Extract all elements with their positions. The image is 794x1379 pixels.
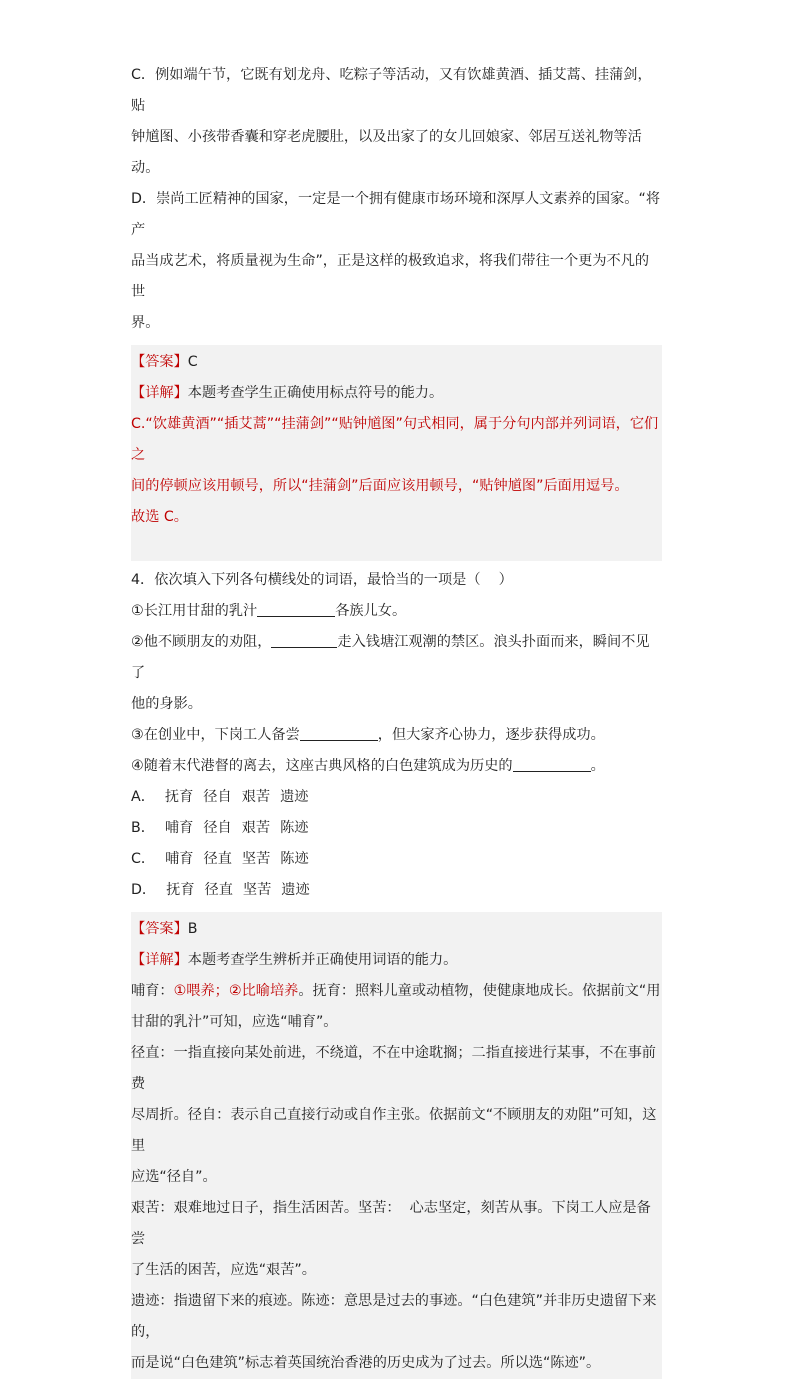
q4-block: [131, 565, 662, 906]
q4-stem: 4．依次填入下列各句横线处的词语，最恰当的一项是（ ）: [131, 572, 513, 588]
blank-3[interactable]: [300, 724, 378, 741]
blank-2[interactable]: [271, 631, 337, 648]
q4-explain-3-line2: 了生活的困苦，应选“艰苦”。: [131, 1262, 316, 1278]
q4-explain-4-line2: 而是说“白色建筑”标志着英国统治香港的历史成为了过去。所以选“陈迹”。: [131, 1355, 601, 1371]
blank-1[interactable]: [257, 600, 335, 617]
blank-4[interactable]: [513, 755, 591, 772]
q4-answer-tag: 【答案】: [131, 921, 188, 937]
q3-explain-line2: 间的停顿应该用顿号，所以“挂蒲剑”后面应该用顿号，“贴钟馗图”后面用逗号。: [131, 478, 629, 494]
q3-option-d-line1: D．崇尚工匠精神的国家，一定是一个拥有健康市场环境和深厚人文素养的国家。“将产: [131, 191, 661, 238]
q4-option-c[interactable]: C． 哺育 径直 坚苦 陈迹: [131, 851, 309, 867]
q3-detail: 本题考查学生正确使用标点符号的能力。: [187, 385, 444, 401]
q3-answer: C: [187, 354, 198, 370]
q4-answer-line: [131, 914, 662, 945]
q4-sentence-1: ①长江用甘甜的乳汁 各族儿女。: [131, 596, 662, 627]
q4-explain-1: 哺育：①喂养；②比喻培养。抚育：照料儿童或动植物，使健康地成长。依据前文“用: [131, 983, 661, 999]
q3-answer-tag: 【答案】: [131, 354, 188, 370]
q4-detail-tag: 【详解】: [131, 952, 188, 968]
q4-option-d[interactable]: D． 抚育 径直 坚苦 遗迹: [131, 882, 310, 898]
document-content: [131, 60, 662, 1379]
q4-option-b[interactable]: B． 哺育 径自 艰苦 陈迹: [131, 820, 309, 836]
q4-explain-1-line2: 甘甜的乳汁”可知，应选“哺育”。: [131, 1014, 338, 1030]
q4-explain-2-line2: 尽周折。径自：表示自己直接行动或自作主张。依据前文“不顾朋友的劝阻”可知，这里: [131, 1107, 657, 1154]
q3-detail-tag: 【详解】: [131, 385, 188, 401]
q4-sentence-2-line2: 他的身影。: [131, 696, 202, 712]
q4-sentence-2: ②他不顾朋友的劝阻， 走入钱塘江观潮的禁区。浪头扑面而来，瞬间不见了: [131, 627, 662, 689]
q4-option-a[interactable]: A． 抚育 径自 艰苦 遗迹: [131, 789, 309, 805]
q4-detail: 本题考查学生辨析并正确使用词语的能力。: [187, 952, 458, 968]
q4-explain-4-line1: 遗迹：指遗留下来的痕迹。陈迹：意思是过去的事迹。“白色建筑”并非历史遗留下来的，: [131, 1293, 657, 1340]
q4-answer: B: [187, 921, 198, 937]
q3-answer-box: [131, 345, 662, 561]
q4-sentence-3: ③在创业中，下岗工人备尝 ，但大家齐心协力，逐步获得成功。: [131, 720, 662, 751]
q4-detail-line: [131, 945, 662, 976]
q4-explain-2-line1: 径直：一指直接向某处前进，不绕道，不在中途耽搁；二指直接进行某事，不在事前费: [131, 1045, 656, 1092]
q3-explain-line1: C.“饮雄黄酒”“插艾蒿”“挂蒲剑”“贴钟馗图”句式相同，属于分句内部并列词语，它们之: [131, 416, 659, 463]
q3-detail-line: [131, 378, 662, 409]
q3-option-c-line2: 钟馗图、小孩带香囊和穿老虎腰肚，以及出家了的女儿回娘家、邻居互送礼物等活动。: [131, 129, 642, 176]
q4-explain-2-line3: 应选“径自”。: [131, 1169, 217, 1185]
q4-sentence-4: ④随着末代港督的离去，这座古典风格的白色建筑成为历史的 。: [131, 751, 662, 782]
q4-explain-3-line1: 艰苦：艰难地过日子，指生活困苦。坚苦： 心志坚定，刻苦从事。下岗工人应是备尝: [131, 1200, 651, 1247]
q3-option-d-line2: 品当成艺术，将质量视为生命”，正是这样的极致追求，将我们带往一个更为不凡的世: [131, 253, 650, 300]
q3-answer-line: [131, 347, 662, 378]
q3-option-d-line3: 界。: [131, 315, 160, 331]
q4-answer-box: [131, 912, 662, 1379]
q3-option-c-line1: C．例如端午节，它既有划龙舟、吃粽子等活动，又有饮雄黄酒、插艾蒿、挂蒲剑，贴: [131, 67, 652, 114]
q3-conclusion: 故选 C。: [131, 509, 188, 525]
